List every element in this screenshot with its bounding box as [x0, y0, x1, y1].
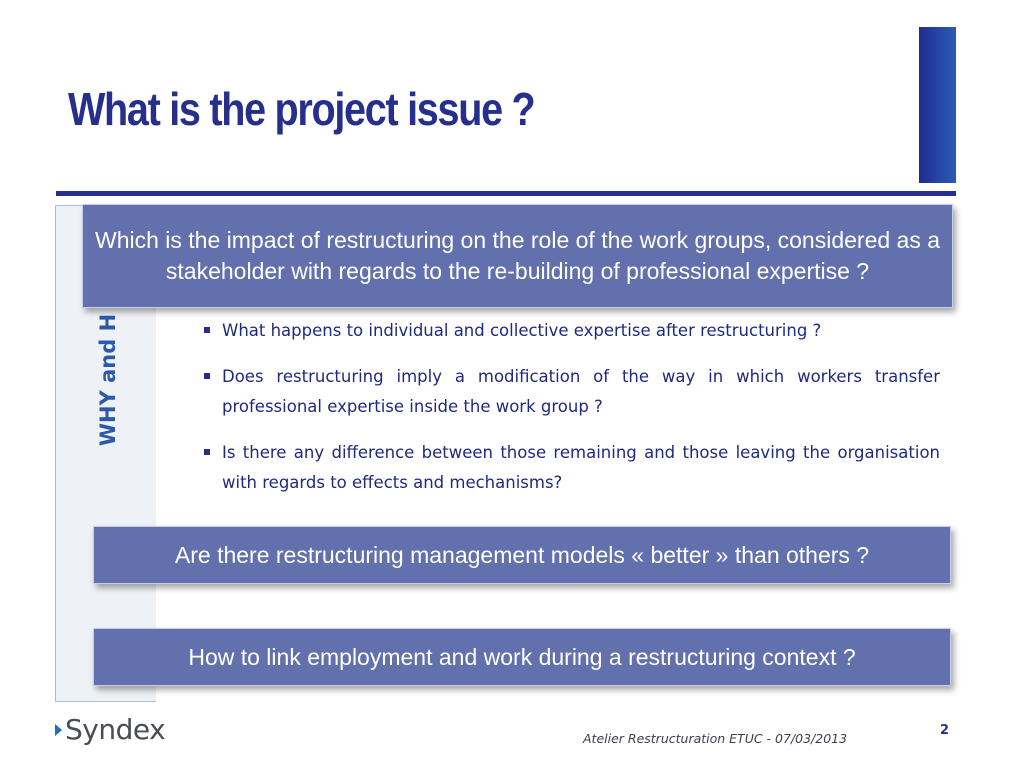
square-bullet-icon: [204, 373, 210, 379]
page-number: 2: [940, 723, 950, 738]
sub-question-list: [200, 316, 940, 514]
square-bullet-icon: [204, 449, 210, 455]
list-item-text: What happens to individual and collective expertise after restructuring ?: [222, 321, 822, 340]
list-item: [200, 362, 940, 422]
question-text: Are there restructuring management models « better » than others ?: [174, 541, 870, 568]
question-box-employment: [93, 628, 951, 686]
main-question-box: [82, 204, 953, 308]
decorative-corner-bar: [919, 27, 956, 183]
main-question-text: Which is the impact of restructuring on the role of the work groups, considered as a stakeholder with regards to the re-building of professional expertise ?: [94, 227, 941, 284]
question-box-models: [93, 526, 951, 584]
slide-title: What is the project issue ?: [68, 83, 535, 135]
square-bullet-icon: [204, 327, 210, 333]
list-item-text: Is there any difference between those remaining and those leaving the organisation with regards to effects and mechanisms?: [222, 443, 940, 492]
syndex-logo: [55, 713, 165, 746]
footer-caption: Atelier Restructuration ETUC - 07/03/2013: [583, 731, 848, 746]
list-item: [200, 316, 940, 346]
title-divider: [56, 191, 956, 196]
list-item: [200, 438, 940, 498]
list-item-text: Does restructuring imply a modification of the way in which workers transfer professional expertise inside the work group ?: [222, 367, 940, 416]
question-text: How to link employment and work during a restructuring context ?: [188, 643, 856, 670]
logo-text: Syndex: [65, 713, 166, 746]
side-panel-label: WHY and H: [96, 313, 120, 447]
play-arrow-icon: [55, 724, 62, 736]
